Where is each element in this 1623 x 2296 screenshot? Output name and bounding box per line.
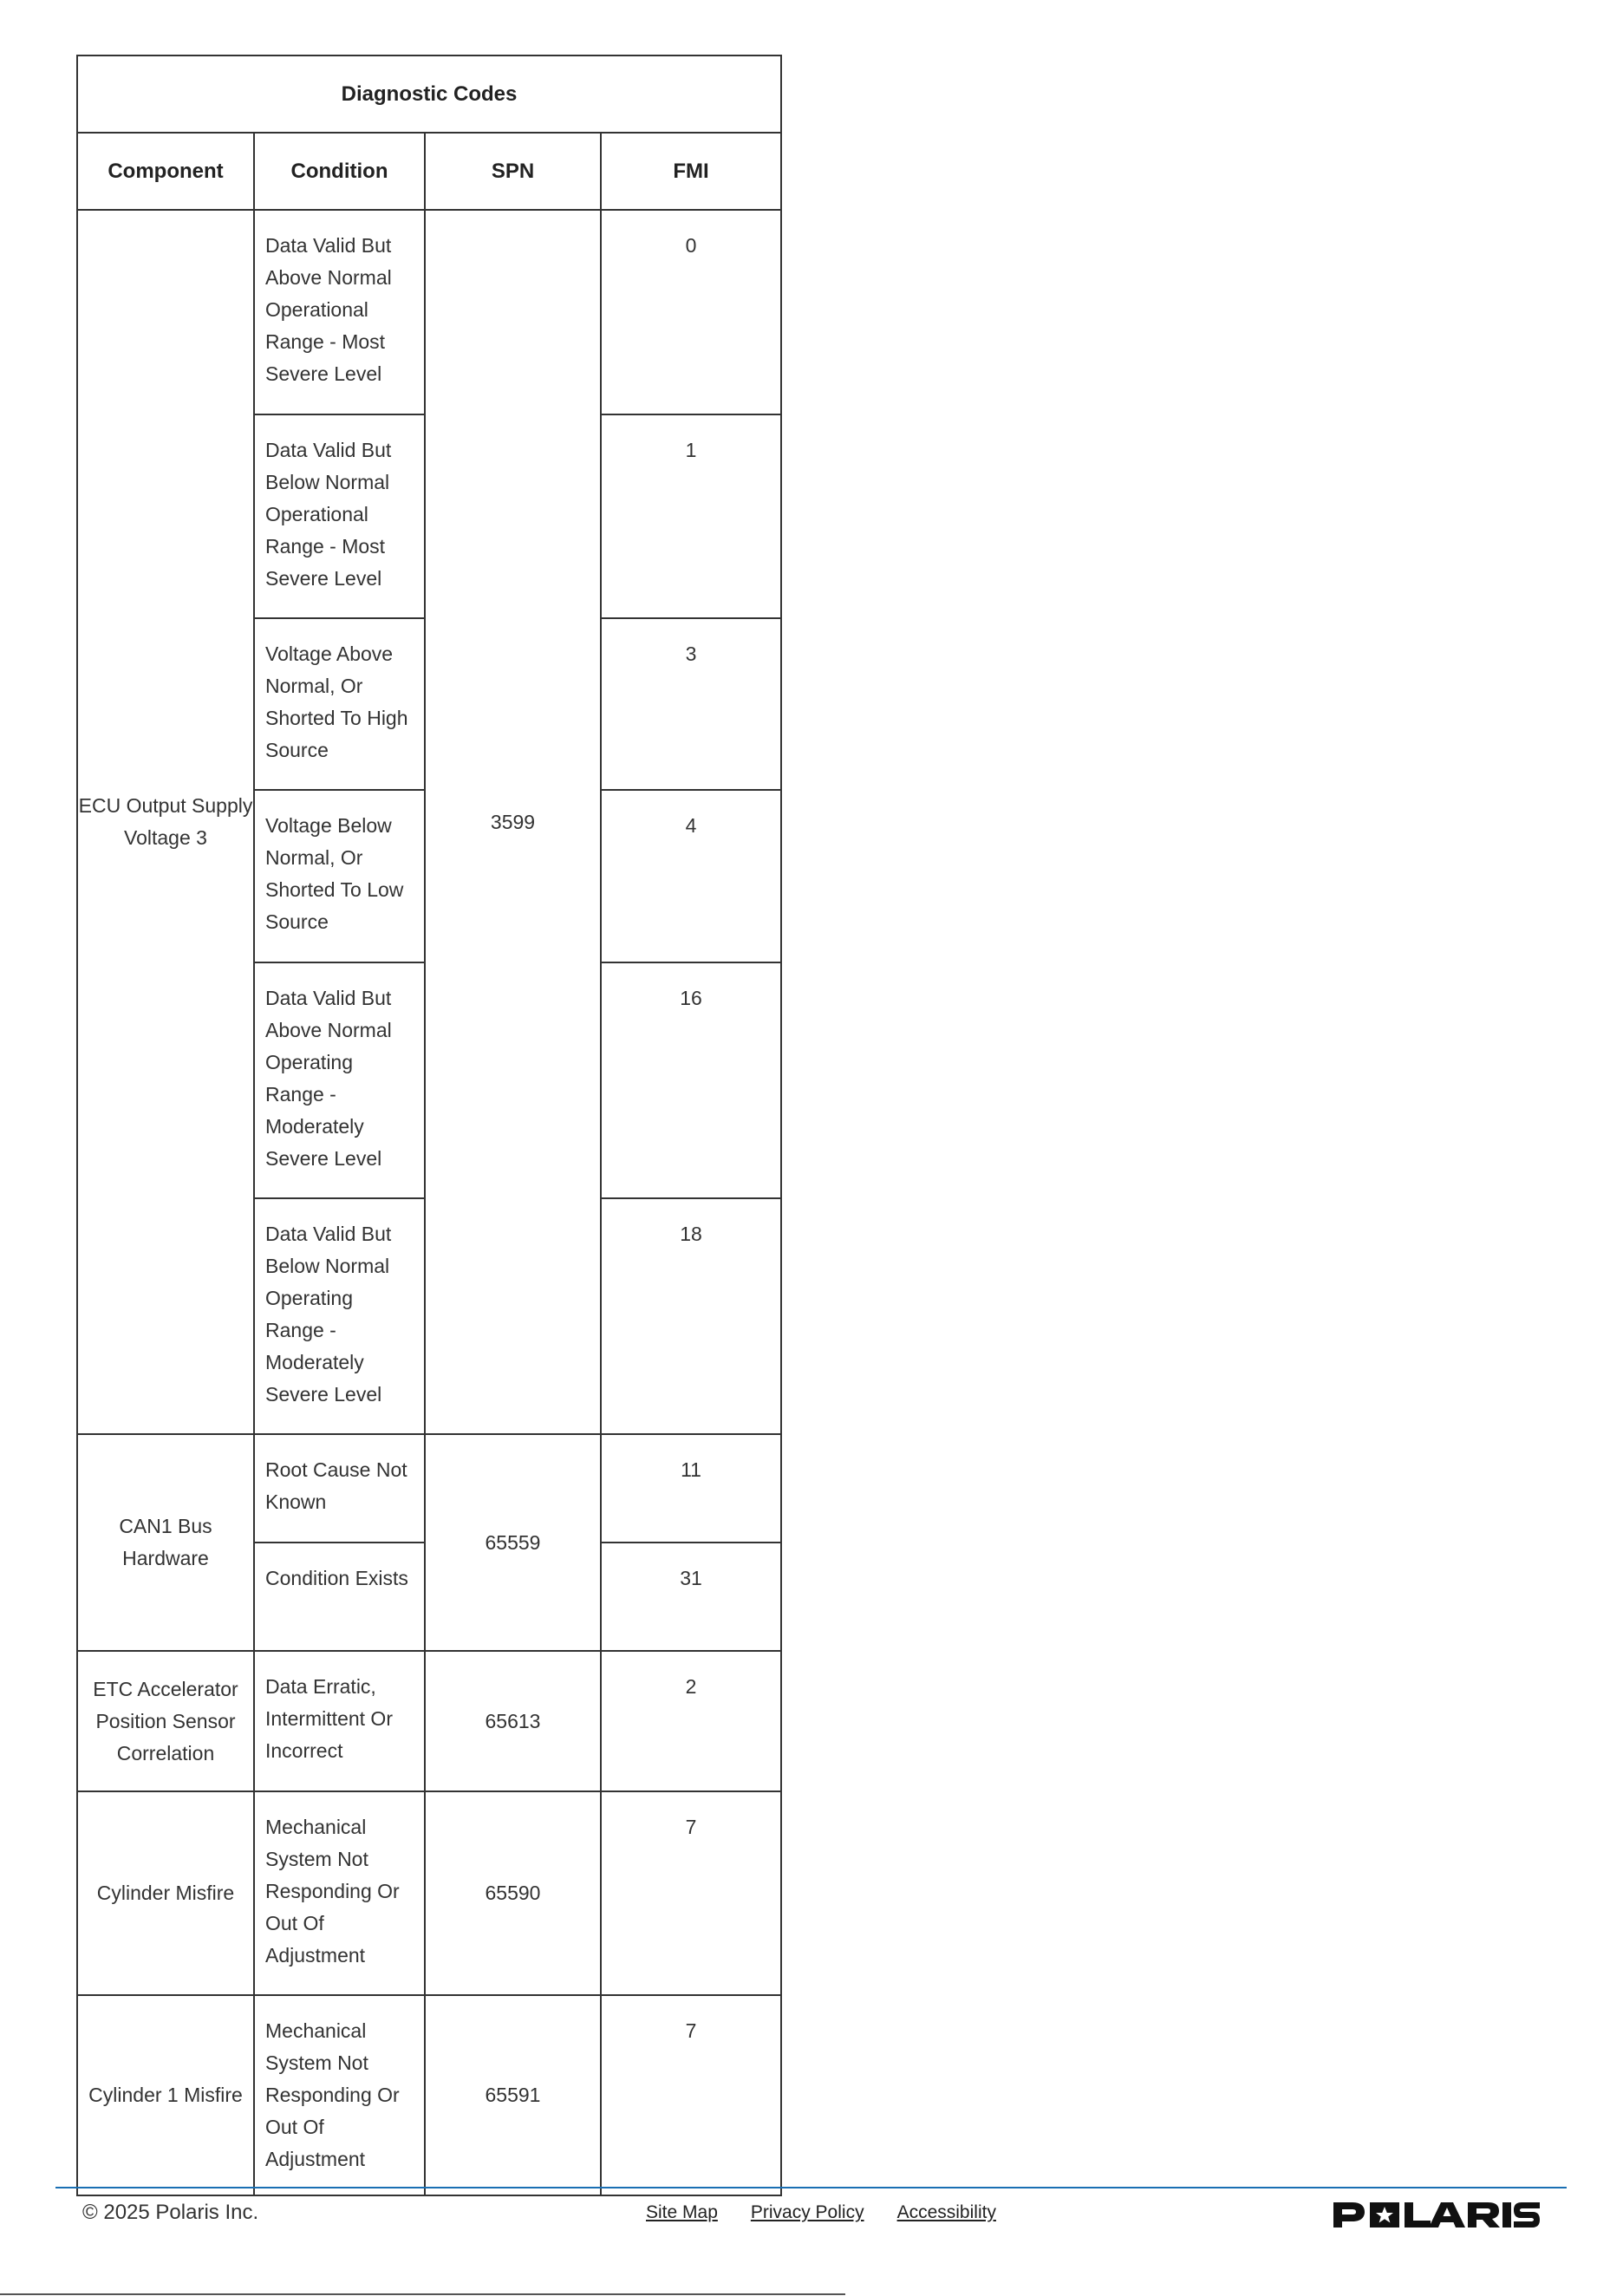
spn-cell: 65591 <box>425 1995 601 2195</box>
fmi-cell: 1 <box>601 414 781 618</box>
condition-cell: Voltage Below Normal, Or Shorted To Low Source <box>254 790 425 962</box>
component-cell: ETC Accelerator Position Sensor Correlation <box>77 1651 254 1791</box>
header-condition: Condition <box>254 133 425 210</box>
header-fmi: FMI <box>601 133 781 210</box>
fmi-cell: 18 <box>601 1198 781 1434</box>
diagnostic-codes-table <box>76 55 782 2196</box>
component-cell: Cylinder 1 Misfire <box>77 1995 254 2195</box>
bottom-divider <box>0 2293 845 2295</box>
fmi-cell: 4 <box>601 790 781 962</box>
spn-cell: 65613 <box>425 1651 601 1791</box>
condition-cell: Mechanical System Not Responding Or Out Of Adjustment <box>254 1791 425 1995</box>
condition-cell: Condition Exists <box>254 1543 425 1651</box>
fmi-cell: 11 <box>601 1434 781 1543</box>
component-cell: CAN1 Bus Hardware <box>77 1434 254 1651</box>
condition-cell: Data Valid But Below Normal Operating Range - Moderately Severe Level <box>254 1198 425 1434</box>
table-row <box>77 210 781 414</box>
fmi-cell: 7 <box>601 1995 781 2195</box>
table-row <box>77 1434 781 1543</box>
privacy-policy-link[interactable]: Privacy Policy <box>750 2202 864 2222</box>
fmi-cell: 31 <box>601 1543 781 1651</box>
header-spn: SPN <box>425 133 601 210</box>
table-row <box>77 1791 781 1995</box>
copyright-text: © 2025 Polaris Inc. <box>82 2201 259 2224</box>
table-title: Diagnostic Codes <box>77 55 781 133</box>
fmi-cell: 2 <box>601 1651 781 1791</box>
table-row <box>77 1651 781 1791</box>
condition-cell: Root Cause Not Known <box>254 1434 425 1543</box>
condition-cell: Voltage Above Normal, Or Shorted To High Source <box>254 618 425 790</box>
polaris-logo[interactable] <box>1333 2199 1540 2230</box>
header-component: Component <box>77 133 254 210</box>
site-map-link[interactable]: Site Map <box>646 2202 718 2222</box>
condition-cell: Data Valid But Above Normal Operational Range - Most Severe Level <box>254 210 425 414</box>
table-row <box>77 1995 781 2195</box>
condition-cell: Data Valid But Above Normal Operating Range - Moderately Severe Level <box>254 962 425 1198</box>
spn-cell: 65590 <box>425 1791 601 1995</box>
spn-cell: 65559 <box>425 1434 601 1651</box>
page-footer <box>55 2187 1567 2241</box>
condition-cell: Mechanical System Not Responding Or Out Of Adjustment <box>254 1995 425 2195</box>
logo-text: POLARIS <box>1333 2199 1338 2200</box>
fmi-cell: 7 <box>601 1791 781 1995</box>
condition-cell: Data Erratic, Intermittent Or Incorrect <box>254 1651 425 1791</box>
fmi-cell: 0 <box>601 210 781 414</box>
component-cell: Cylinder Misfire <box>77 1791 254 1995</box>
fmi-cell: 16 <box>601 962 781 1198</box>
footer-links <box>646 2202 996 2223</box>
condition-cell: Data Valid But Below Normal Operational Range - Most Severe Level <box>254 414 425 618</box>
fmi-cell: 3 <box>601 618 781 790</box>
accessibility-link[interactable]: Accessibility <box>896 2202 996 2222</box>
component-cell: ECU Output Supply Voltage 3 <box>77 210 254 1434</box>
spn-cell: 3599 <box>425 210 601 1434</box>
